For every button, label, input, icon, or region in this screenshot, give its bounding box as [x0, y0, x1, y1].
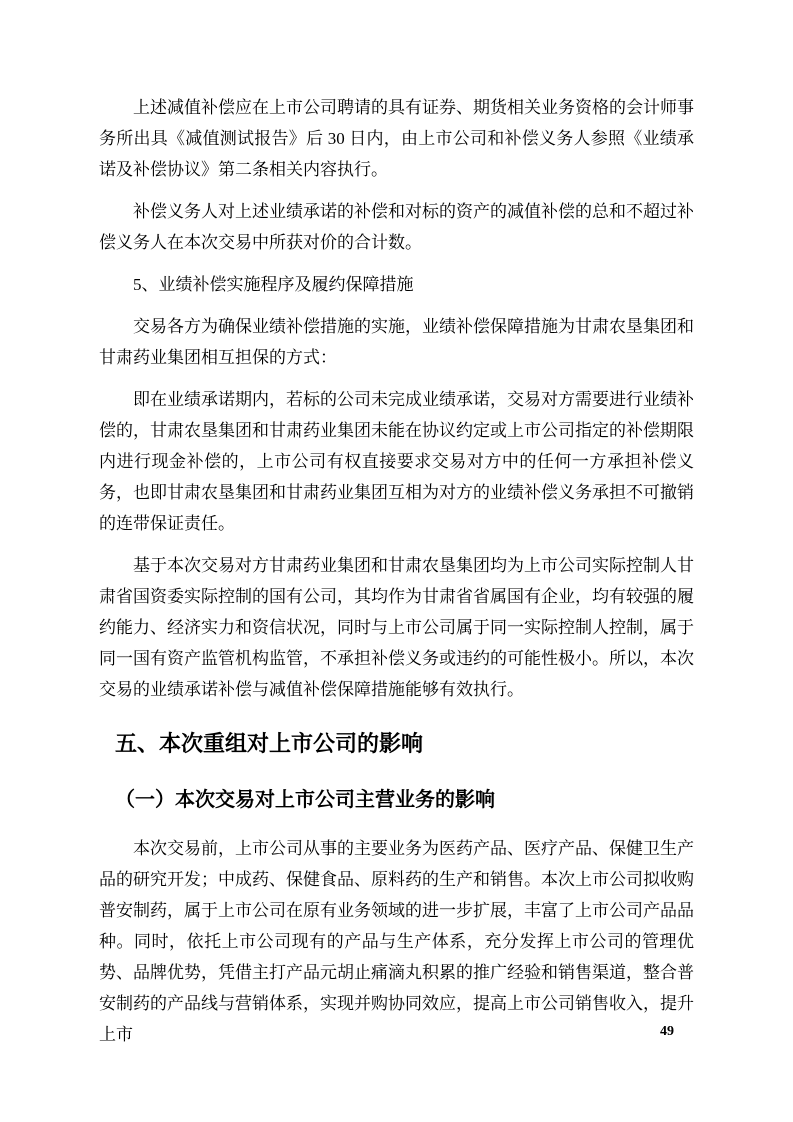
subsection-heading-one: （一）本次交易对上市公司主营业务的影响: [115, 789, 495, 811]
paragraph-guarantee-intro: 交易各方为确保业绩补偿措施的实施，业绩补偿保障措施为甘肃农垦集团和甘肃药业集团相互担保的方式：: [99, 317, 694, 367]
numbered-item-5-performance-compensation: 5、业绩补偿实施程序及履约保障措施: [133, 275, 414, 294]
paragraph-main-business-impact: 本次交易前，上市公司从事的主要业务为医药产品、医疗产品、保健卫生产品的研究开发；中成药、保健食品、原料药的生产和销售。本次上市公司拟收购普安制药，属于上市公司在原有业务领域的进一步扩展，丰富了上市公司产品品种。同时，依托上市公司现有的产品与生产体系，充分发挥上市公司的管理优势、品牌优势，凭借主打产品元胡止痛滴丸积累的推广经验和销售渠道，整合普安制药的产品线与营销体系，实现并购协同效应，提高上市公司销售收入，提升上市: [99, 839, 694, 1044]
paragraph-soe-credit-assurance: 基于本次交易对方甘肃药业集团和甘肃农垦集团均为上市公司实际控制人甘肃省国资委实际控制的国有公司，其均作为甘肃省省属国有企业，均有较强的履约能力、经济实力和资信状况，同时与上市公司属于同一实际控制人控制，属于同一国有资产监管机构监管，不承担补偿义务或违约的可能性极小。所以，本次交易的业绩承诺补偿与减值补偿保障措施能够有效执行。: [99, 556, 694, 699]
paragraph-mutual-guarantee: 即在业绩承诺期内，若标的公司未完成业绩承诺，交易对方需要进行业绩补偿的，甘肃农垦集团和甘肃药业集团未能在协议约定或上市公司指定的补偿期限内进行现金补偿的，上市公司有权直接要求交易对方中的任何一方承担补偿义务，也即甘肃农垦集团和甘肃药业集团互相为对方的业绩补偿义务承担不可撤销的连带保证责任。: [99, 390, 694, 533]
paragraph-impairment-compensation-procedure: 上述减值补偿应在上市公司聘请的具有证券、期货相关业务资格的会计师事务所出具《减值测试报告》后 30 日内，由上市公司和补偿义务人参照《业绩承诺及补偿协议》第二条相关内容执行。: [99, 98, 694, 179]
page-number: 49: [660, 1024, 674, 1039]
section-heading-five: 五、本次重组对上市公司的影响: [115, 731, 424, 756]
paragraph-compensation-cap: 补偿义务人对上述业绩承诺的补偿和对标的资产的减值补偿的总和不超过补偿义务人在本次交易中所获对价的合计数。: [99, 202, 694, 252]
